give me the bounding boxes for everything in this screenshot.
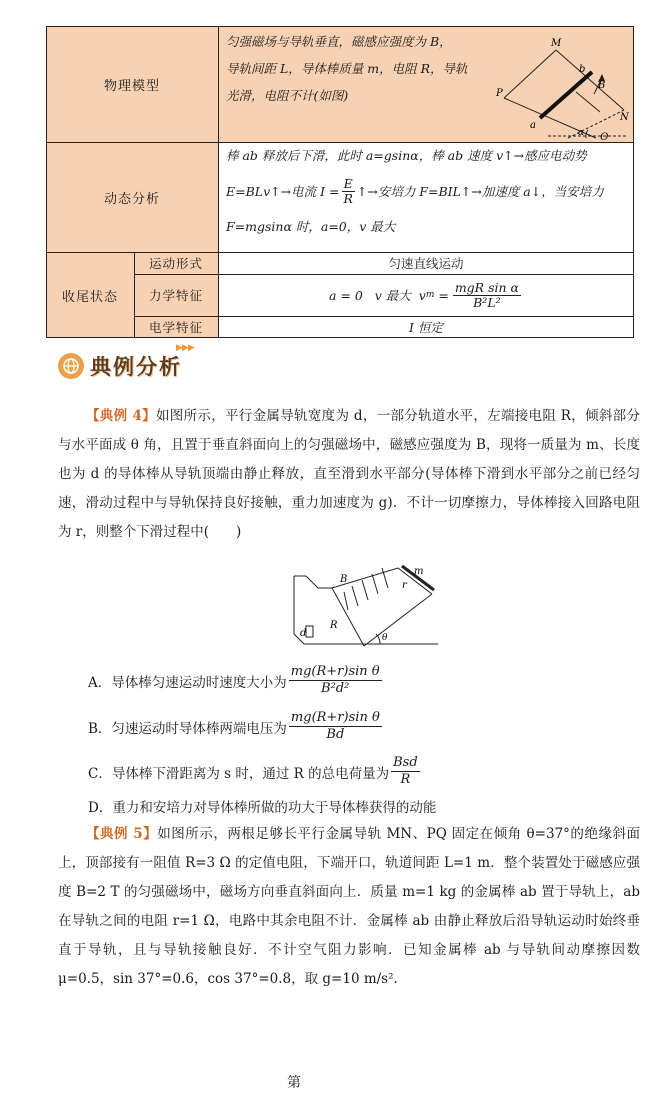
- globe-icon: [58, 353, 84, 379]
- fig-label-B: B: [598, 80, 606, 91]
- page-footer: 第: [287, 1075, 301, 1091]
- section-banner: [58, 343, 218, 385]
- fig4-label-d: d: [300, 628, 307, 639]
- fig-label-P: P: [496, 88, 503, 99]
- motion-value: 匀速直线运动: [388, 256, 464, 271]
- summary-table: [46, 26, 634, 338]
- fig4-label-R: R: [330, 620, 338, 631]
- sub-label-mechanics: 力学特征: [148, 288, 203, 303]
- fig-label-a: a: [530, 120, 536, 131]
- fig4-label-m: m: [414, 566, 424, 577]
- arrow-marks-icon: ▶▶▶: [176, 343, 194, 353]
- row-label-tail: 收尾状态: [61, 289, 118, 305]
- fig-label-M: M: [551, 38, 562, 49]
- option-b[interactable]: B．匀速运动时导体棒两端电压为 $\frac{\text{mg(R+r)sin θ}}{Bd}$: [88, 710, 380, 742]
- dynamics-description: 棒 ab 释放后下滑，此时 a=gsinα，棒 ab 速度 v↑→感应电动势 E=BLv↑→电流 I = $\frac{E}{R}$ ↑→安培力 F=BIL↑→加速度 a↓，当安培力 F=mgsinα 时，a=0，v 最大: [226, 148, 604, 234]
- sub-label-motion: 运动形式: [148, 256, 203, 271]
- example5-text: 【典例 5】如图所示，两根足够长平行金属导轨 MN、PQ 固定在倾角 θ=37°的绝缘斜面上，顶部接有一阻值 R=3 Ω 的定值电阻，下端开口，轨道间距 L=1 m．整个装置处于磁感应强度 B=2 T 的匀强磁场中，磁场方向垂直斜面向上．质量 m=1 kg 的金属棒 ab 置于导轨上，ab 在导轨之间的电阻 r=1 Ω，电路中其余电阻不计．金属棒 ab 由静止释放后沿导轨运动时始终垂直于导轨，且与导轨接触良好．不计空气阻力影响．已知金属棒 ab 与导轨间动摩擦因数 μ=0.5，sin 37°=0.6，cos 37°=0.8，取 g=10 m/s².: [58, 826, 641, 987]
- fig4-label-r: r: [402, 580, 407, 591]
- model-description: 匀强磁场与导轨垂直，磁感应强度为 B， 导轨间距 L，导体棒质量 m，电阻 R，导轨 光滑，电阻不计(如图): [226, 34, 468, 103]
- fig-label-Q: Q: [600, 132, 609, 140]
- sub-label-electrical: 电学特征: [148, 320, 203, 335]
- rail-model-figure: [496, 36, 630, 140]
- example4-text: 【典例 4】如图所示，平行金属导轨宽度为 d，一部分轨道水平，左端接电阻 R，倾斜部分与水平面成 θ 角，且置于垂直斜面向上的匀强磁场中，磁感应强度为 B，现将一质量为 m、长度也为 d 的导体棒从导轨顶端由静止释放，直至滑到水平部分(导体棒下滑到水平部分之前已经匀速，滑动过程中与导轨保持良好接触，重力加速度为 g)．不计一切摩擦力，导体棒接入回路电阻为 r，则整个下滑过程中( ): [58, 408, 640, 540]
- option-c[interactable]: C．导体棒下滑距离为 s 时，通过 R 的总电荷量为 $\frac{\text{Bsd}}{R}$: [88, 755, 418, 787]
- fig-label-alpha: α: [578, 128, 585, 138]
- option-a[interactable]: A．导体棒匀速运动时速度大小为 $\frac{\text{mg(R+r)sin θ}}{\text{B²d²}}$: [88, 664, 380, 696]
- example4-figure: [292, 562, 440, 648]
- row-label-dynamics: 动态分析: [103, 191, 160, 207]
- mechanics-value: a = 0 v 最大 v m = $\frac{\text{mgR sin α}}{\text{B²L²}}$: [329, 279, 519, 310]
- row-label-model: 物理模型: [103, 78, 160, 94]
- fig-label-b: b: [579, 64, 586, 75]
- banner-title: 典例分析: [90, 354, 182, 379]
- example5-tag: 【典例 5】: [86, 826, 158, 842]
- electrical-value: I 恒定: [409, 320, 443, 335]
- example4-tag: 【典例 4】: [86, 408, 156, 424]
- option-d[interactable]: D．重力和安培力对导体棒所做的功大于导体棒获得的动能: [88, 800, 437, 816]
- fig4-label-theta: θ: [382, 633, 388, 643]
- fig4-label-B: B: [340, 574, 348, 585]
- fig-label-N: N: [620, 112, 629, 123]
